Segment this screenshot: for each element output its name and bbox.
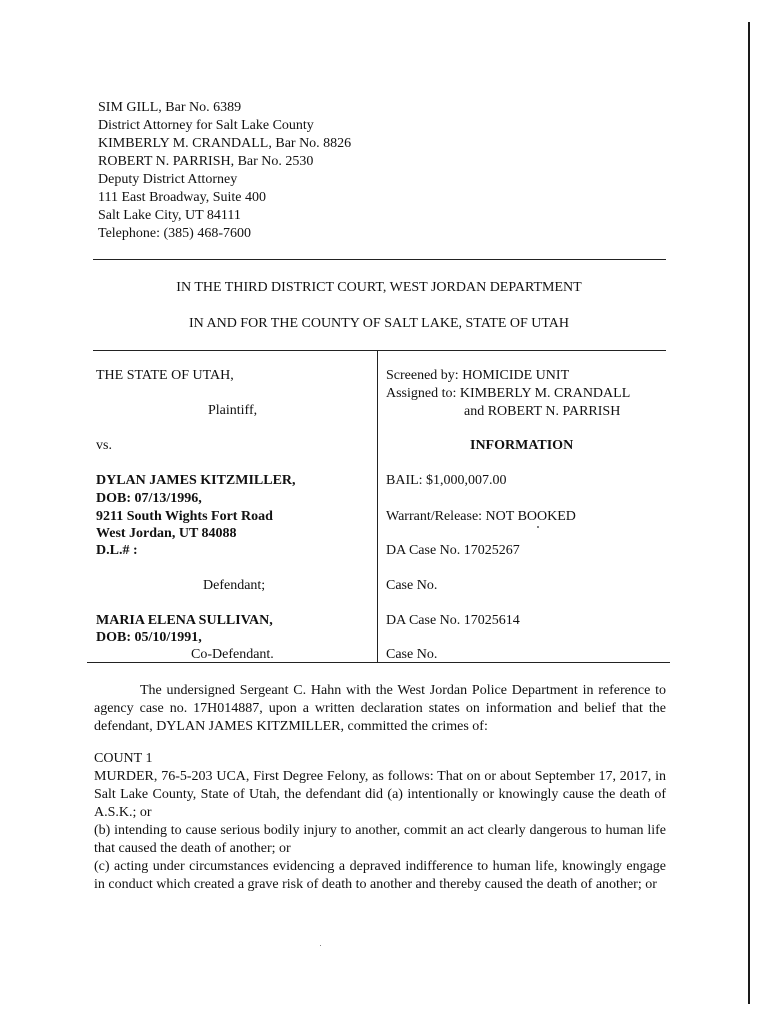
codefendant-role: Co-Defendant.	[191, 647, 274, 662]
defendant-license: D.L.# :	[96, 543, 138, 558]
defendant-address-line1: 9211 South Wights Fort Road	[96, 509, 273, 524]
count-heading: COUNT 1	[94, 751, 153, 766]
defendant-dob: DOB: 07/13/1996,	[96, 491, 202, 506]
attorney-block	[98, 99, 351, 243]
warrant-status: Warrant/Release: NOT BOOKED	[386, 509, 576, 524]
count-text-b: (b) intending to cause serious bodily injury to another, commit an act clearly dangerous to human life that caused the death of another; or	[94, 823, 666, 856]
attorney-line: SIM GILL, Bar No. 6389	[98, 100, 242, 115]
caption-divider	[377, 351, 378, 662]
attorney-line: KIMBERLY M. CRANDALL, Bar No. 8826	[98, 136, 352, 151]
caption-top-rule	[93, 350, 666, 351]
case-number-2: Case No.	[386, 647, 438, 662]
case-number-1: Case No.	[386, 578, 438, 593]
plaintiff-role: Plaintiff,	[208, 403, 258, 418]
versus-label: vs.	[96, 438, 112, 453]
defendant-name: DYLAN JAMES KITZMILLER,	[96, 473, 296, 488]
court-jurisdiction: IN AND FOR THE COUNTY OF SALT LAKE, STATE OF UTAH	[188, 316, 570, 331]
da-case-number-1: DA Case No. 17025267	[386, 543, 520, 558]
scan-speck	[537, 526, 539, 528]
codefendant-name: MARIA ELENA SULLIVAN,	[96, 613, 273, 628]
court-name: IN THE THIRD DISTRICT COURT, WEST JORDAN DEPARTMENT	[176, 280, 582, 295]
attorney-line: ROBERT N. PARRISH, Bar No. 2530	[98, 154, 314, 169]
attorney-line: Telephone: (385) 468-7600	[98, 226, 251, 241]
assigned-to-continued: and ROBERT N. PARRISH	[464, 404, 621, 419]
bail-amount: BAIL: $1,000,007.00	[386, 473, 507, 488]
attorney-line: 111 East Broadway, Suite 400	[98, 190, 266, 205]
page-edge-line	[748, 22, 750, 1004]
count-1-section	[94, 750, 666, 894]
screened-by: Screened by: HOMICIDE UNIT	[386, 368, 570, 383]
plaintiff-name: THE STATE OF UTAH,	[96, 368, 234, 383]
header-rule	[93, 259, 666, 260]
count-text-c: (c) acting under circumstances evidencing a depraved indifference to human life, knowingly engage in conduct which created a grave risk of death to another and thereby caused the death of another; or	[94, 859, 666, 892]
defendant-role: Defendant;	[203, 578, 266, 593]
da-case-number-2: DA Case No. 17025614	[386, 613, 520, 628]
count-text-a: MURDER, 76-5-203 UCA, First Degree Felony, as follows: That on or about September 17, 2017, in Salt Lake County, State of Utah, the defendant did (a) intentionally or knowingly cause the death of A.S.K.; or	[94, 769, 666, 820]
scan-speck	[320, 945, 321, 946]
attorney-line: District Attorney for Salt Lake County	[98, 118, 314, 133]
assigned-to: Assigned to: KIMBERLY M. CRANDALL	[386, 386, 631, 401]
attorney-line: Deputy District Attorney	[98, 172, 238, 187]
codefendant-dob: DOB: 05/10/1991,	[96, 630, 202, 645]
document-title: INFORMATION	[470, 438, 574, 453]
caption-bottom-rule	[87, 662, 670, 663]
intro-paragraph	[94, 682, 666, 736]
attorney-line: Salt Lake City, UT 84111	[98, 208, 241, 223]
intro-text: The undersigned Sergeant C. Hahn with the West Jordan Police Department in reference to agency case no. 17H014887, upon a written declaration states on information and belief that the defendant, DYLAN JAMES KITZMILLER, committed the crimes of:	[94, 683, 666, 734]
defendant-address-line2: West Jordan, UT 84088	[96, 526, 237, 541]
